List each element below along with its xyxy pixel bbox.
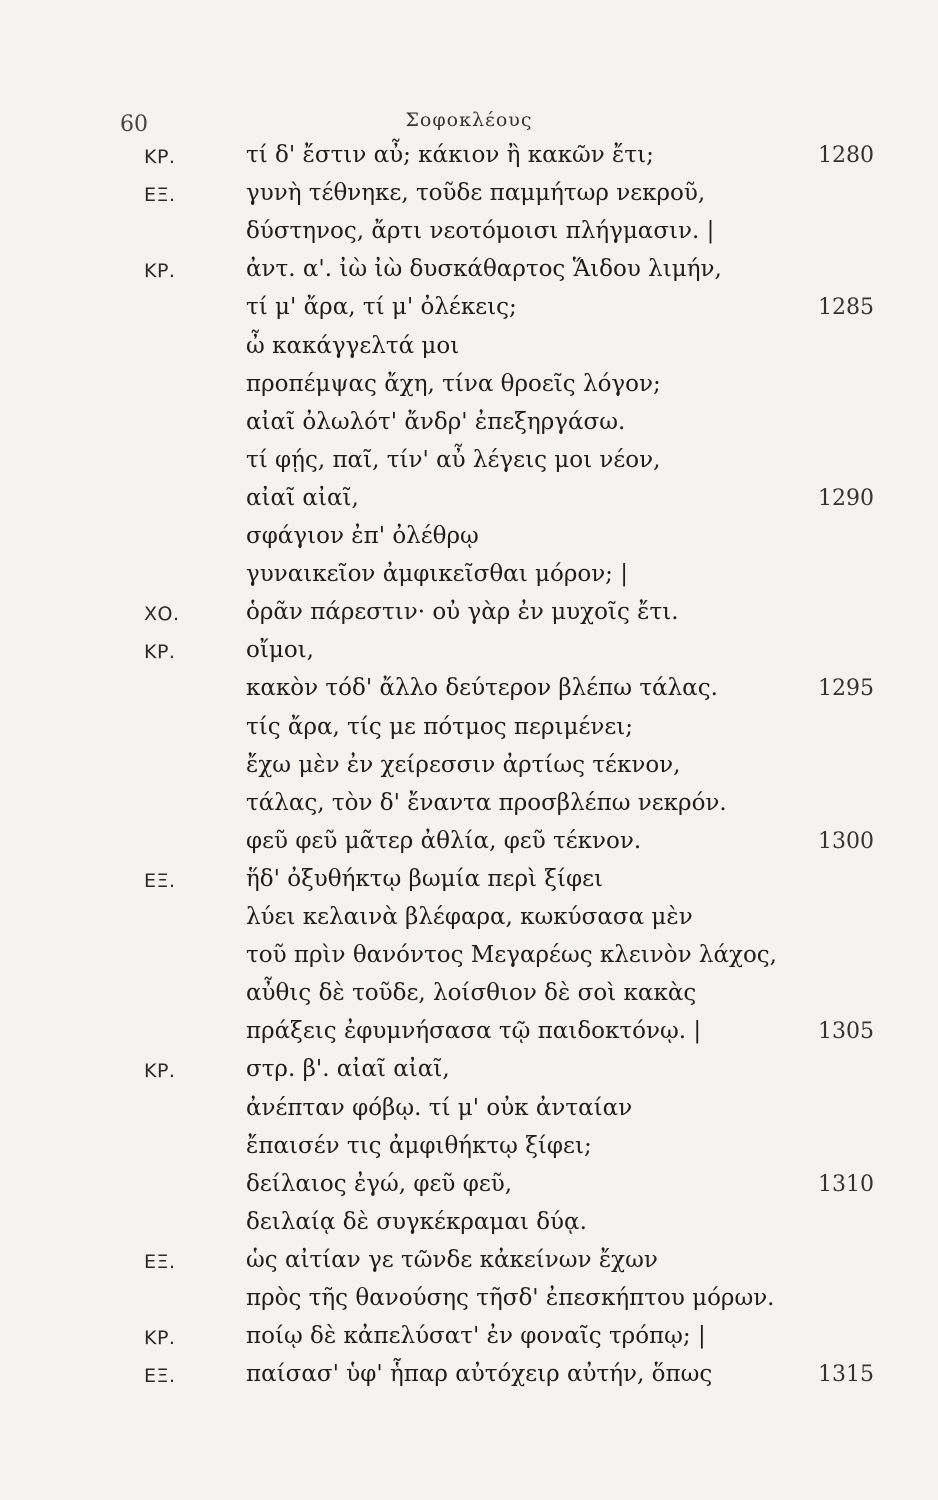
speaker-label: ΚΡ. <box>144 1327 176 1350</box>
speaker-label: ΕΞ. <box>144 184 176 207</box>
speaker-label: ΧΟ. <box>144 603 180 626</box>
verse-text: κακὸν τόδ' ἄλλο δεύτερον βλέπω τάλας. <box>246 675 718 702</box>
verse-text: τοῦ πρὶν θανόντος Μεγαρέως κλεινὸν λάχος, <box>246 942 777 969</box>
speaker-label: ΕΞ. <box>144 1365 176 1388</box>
verse-line <box>0 331 938 369</box>
verse-line <box>0 292 938 330</box>
verse-line <box>0 521 938 559</box>
verse-text: στρ. β'. αἰαῖ αἰαῖ, <box>246 1056 450 1083</box>
verse-line <box>0 1245 938 1283</box>
verse-text: ὡς αἰτίαν γε τῶνδε κἀκείνων ἔχων <box>246 1246 658 1273</box>
verse-text: ὦ κακάγγελτά μοι <box>246 332 460 359</box>
verse-line <box>0 864 938 902</box>
verse-text: προπέμψας ἄχη, τίνα θροεῖς λόγον; <box>246 370 661 397</box>
line-number: 1285 <box>818 295 874 321</box>
line-number: 1315 <box>818 1362 874 1388</box>
speaker-label: ΕΞ. <box>144 1250 176 1273</box>
page-number: 60 <box>120 112 148 137</box>
verse-text: γυνὴ τέθνηκε, τοῦδε παμμήτωρ νεκροῦ, <box>246 180 706 207</box>
speaker-label: ΚΡ. <box>144 1060 176 1083</box>
verse-text: παίσασ' ὑφ' ἧπαρ αὐτόχειρ αὐτήν, ὅπως <box>246 1361 713 1388</box>
verse-text: οἴμοι, <box>246 637 314 664</box>
verse-text: τί φῄς, παῖ, τίν' αὖ λέγεις μοι νέον, <box>246 446 661 473</box>
speaker-label: ΕΞ. <box>144 869 176 892</box>
verse-text: τάλας, τὸν δ' ἔναντα προσβλέπω νεκρόν. <box>246 789 727 816</box>
verse-line <box>0 712 938 750</box>
verse-line <box>0 407 938 445</box>
line-number: 1290 <box>818 485 874 511</box>
verse-line <box>0 635 938 673</box>
verse-line <box>0 902 938 940</box>
verse-text: πράξεις ἐφυμνήσασα τῷ παιδοκτόνῳ. | <box>246 1018 702 1045</box>
verse-line <box>0 1093 938 1131</box>
verse-line <box>0 216 938 254</box>
verse-line <box>0 750 938 788</box>
verse-line <box>0 788 938 826</box>
speaker-label: ΚΡ. <box>144 260 176 283</box>
verse-line <box>0 1054 938 1092</box>
verse-line <box>0 1207 938 1245</box>
verse-line <box>0 940 938 978</box>
verse-text: πρὸς τῆς θανούσης τῆσδ' ἐπεσκήπτου μόρων. <box>246 1285 775 1311</box>
verse-text: ἀντ. α'. ἰὼ ἰὼ δυσκάθαρτος Ἅιδου λιμήν, <box>246 256 722 283</box>
verse-line <box>0 1131 938 1169</box>
line-number: 1280 <box>818 143 874 168</box>
speaker-label: ΚΡ. <box>144 641 176 664</box>
verse-text: λύει κελαινὰ βλέφαρα, κωκύσασα μὲν <box>246 904 693 930</box>
verse-line <box>0 826 938 864</box>
verse-text: αὖθις δὲ τοῦδε, λοίσθιον δὲ σοὶ κακὰς <box>246 980 697 1007</box>
verse-line <box>0 978 938 1016</box>
verse-line <box>0 178 938 216</box>
verse-text: δύστηνος, ἄρτι νεοτόμοισι πλήγμασιν. | <box>246 218 715 245</box>
running-title: Σοφοκλέους <box>405 109 533 131</box>
verse-text: φεῦ φεῦ μᾶτερ ἀθλία, φεῦ τέκνον. <box>246 827 642 854</box>
verse-line <box>0 1321 938 1359</box>
verse-text: ἥδ' ὀξυθήκτῳ βωμία περὶ ξίφει <box>246 865 604 892</box>
verse-line <box>0 254 938 292</box>
line-number: 1295 <box>818 676 874 702</box>
verse-line <box>0 559 938 597</box>
verse-line <box>0 1359 938 1397</box>
verse-line <box>0 140 938 178</box>
verse-line <box>0 1283 938 1321</box>
verse-text: ἔχω μὲν ἐν χείρεσσιν ἀρτίως τέκνον, <box>246 751 681 778</box>
verse-text: δειλαίᾳ δὲ συγκέκραμαι δύᾳ. <box>246 1208 587 1235</box>
verse-text: αἰαῖ ὀλωλότ' ἄνδρ' ἐπεξηργάσω. <box>246 408 626 435</box>
line-number: 1305 <box>818 1019 874 1045</box>
verse-line <box>0 673 938 711</box>
verse-text: ποίῳ δὲ κἀπελύσατ' ἐν φοναῖς τρόπῳ; | <box>246 1323 706 1350</box>
verse-text: γυναικεῖον ἀμφικεῖσθαι μόρον; | <box>246 561 628 588</box>
verse-text: ἀνέπταν φόβῳ. τί μ' οὐκ ἀνταίαν <box>246 1094 633 1121</box>
verse-text: τί δ' ἔστιν αὖ; κάκιον ἢ κακῶν ἔτι; <box>246 142 654 168</box>
verse-text: τίς ἄρα, τίς με πότμος περιμένει; <box>246 713 634 740</box>
verse-line <box>0 445 938 483</box>
verse-text: δείλαιος ἐγώ, φεῦ φεῦ, <box>246 1170 513 1197</box>
verse-line <box>0 1169 938 1207</box>
line-number: 1310 <box>818 1171 874 1197</box>
verse-text: ὁρᾶν πάρεστιν· οὐ γὰρ ἐν μυχοῖς ἔτι. <box>246 599 679 626</box>
verse-text: ἔπαισέν τις ἀμφιθήκτῳ ξίφει; <box>246 1132 592 1159</box>
line-number: 1300 <box>818 828 874 854</box>
verse-line <box>0 597 938 635</box>
verse-line <box>0 483 938 521</box>
speaker-label: ΚΡ. <box>144 146 176 168</box>
verse-text: αἰαῖ αἰαῖ, <box>246 484 359 511</box>
verse-text: τί μ' ἄρα, τί μ' ὀλέκεις; <box>246 294 517 321</box>
verse-text: σφάγιον ἐπ' ὀλέθρῳ <box>246 523 479 549</box>
verse-line <box>0 369 938 407</box>
verse-line <box>0 1016 938 1054</box>
